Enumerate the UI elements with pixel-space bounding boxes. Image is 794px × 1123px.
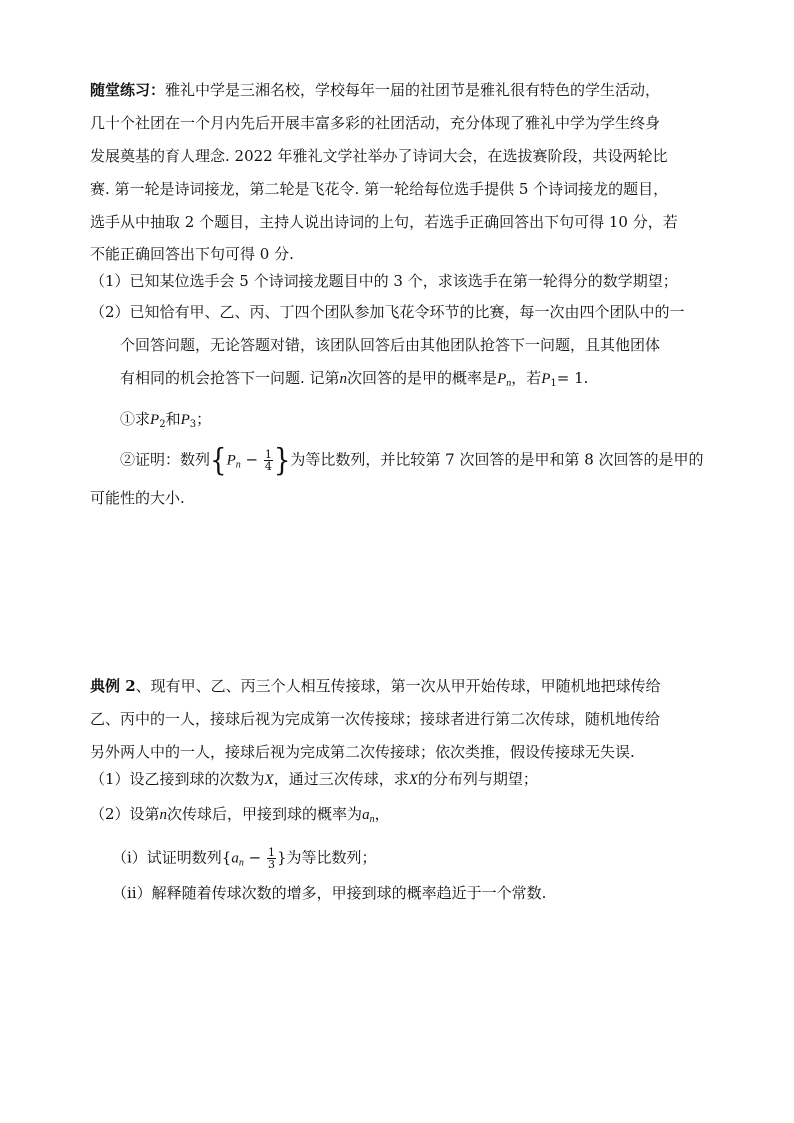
practice-question-2-line-2: 个回答问题，无论答题对错，该团队回答后由其他团队抢答下一问题，且其他团体 bbox=[120, 336, 661, 354]
practice-question-2-line-1: （2）已知恰有甲、乙、丙、丁四个团队参加飞花令环节的比赛，每一次由四个团队中的一 bbox=[90, 303, 685, 321]
practice-question-1: （1）已知某位选手会 5 个诗词接龙题目中的 3 个，求该选手在第一轮得分的数学期望； bbox=[90, 272, 678, 290]
sub-question-1: ①求$P_2$和$P_3$； bbox=[120, 410, 212, 430]
practice-line-2: 几十个社团在一个月内先后开展丰富多彩的社团活动，充分体现了雅礼中学为学生终身 bbox=[90, 114, 661, 132]
practice-label: 随堂练习： bbox=[90, 81, 166, 99]
sub-question-2: ②证明：数列{$P_n$ − $\frac{1}{4}$ }为等比数列，并比较第 7 次回答的是甲和第 8 次回答的是甲的 bbox=[120, 442, 704, 479]
practice-line-1: 随堂练习：雅礼中学是三湘名校，学校每年一届的社团节是雅礼很有特色的学生活动， bbox=[90, 81, 661, 99]
example-line-3: 另外两人中的一人，接球后视为完成第二次传接球；依次类推，假设传接球无失误. bbox=[90, 743, 635, 761]
fraction-one-third: $\frac{1}{3}$ bbox=[267, 846, 275, 871]
example-sub-question-i: （i）试证明数列{$a_n$ − $\frac{1}{3}$ }为等比数列； bbox=[112, 846, 377, 871]
example-line-2: 乙、丙中的一人，接球后视为完成第一次传接球；接球者进行第二次传球，随机地传给 bbox=[90, 710, 661, 728]
practice-question-2-line-3: 有相同的机会抢答下一问题. 记第n次回答的是甲的概率是$P_n$，若$P_1= 1$. bbox=[120, 369, 589, 389]
example-sub-question-ii: （ii）解释随着传球次数的增多，甲接到球的概率趋近于一个常数. bbox=[112, 884, 547, 902]
sub-question-2-line-2: 可能性的大小. bbox=[90, 489, 185, 507]
left-brace: { bbox=[210, 442, 227, 479]
example-question-2: （2）设第n次传球后，甲接到球的概率为$a_n$， bbox=[90, 805, 390, 825]
right-brace: } bbox=[273, 442, 291, 479]
example-question-1: （1）设乙接到球的次数为X，通过三次传球，求X的分布列与期望； bbox=[90, 770, 538, 788]
example-label: 典例 2 bbox=[90, 677, 136, 695]
practice-line-4: 赛. 第一轮是诗词接龙，第二轮是飞花令. 第一轮给每位选手提供 5 个诗词接龙的题目， bbox=[90, 180, 669, 198]
practice-line-5: 选手从中抽取 2 个题目，主持人说出诗词的上句，若选手正确回答出下句可得 10 分，若 bbox=[90, 213, 678, 231]
fraction-one-quarter: $\frac{1}{4}$ bbox=[264, 448, 272, 473]
practice-line-3: 发展奠基的育人理念. 2022 年雅礼文学社举办了诗词大会，在选拔赛阶段，共设两轮比 bbox=[90, 147, 668, 165]
example-line-1: 典例 2、现有甲、乙、丙三个人相互传接球，第一次从甲开始传球，甲随机地把球传给 bbox=[90, 677, 661, 695]
practice-line-6: 不能正确回答出下句可得 0 分. bbox=[90, 245, 294, 263]
